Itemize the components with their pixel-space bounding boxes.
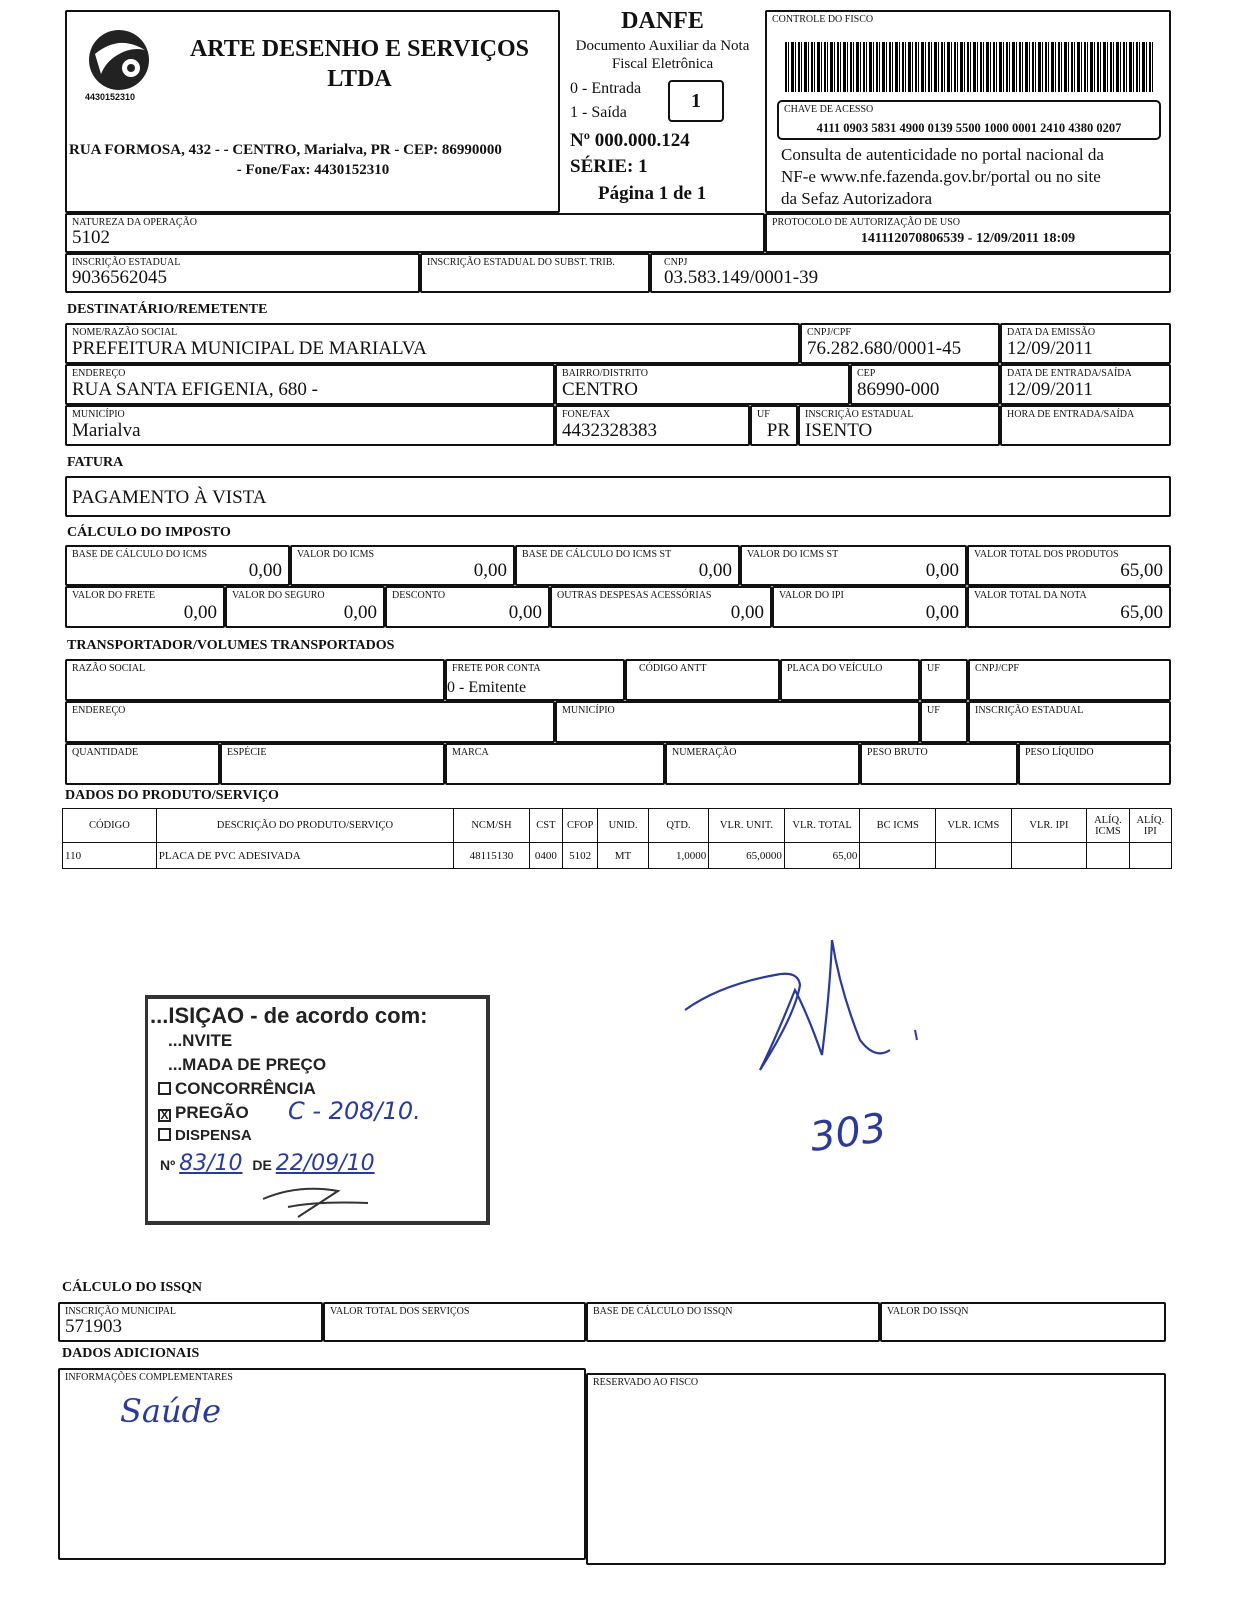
ie-value: 9036562045 <box>72 267 167 288</box>
transp-marca-label: MARCA <box>452 747 489 758</box>
bc-st-box <box>515 545 740 586</box>
cell-vlr-total: 65,00 <box>784 843 860 869</box>
dest-entrada-box <box>1000 364 1171 405</box>
danfe-subtitle-1: Documento Auxiliar da Nota <box>575 38 750 54</box>
bc-icms-box <box>65 545 290 586</box>
danfe-serie: SÉRIE: 1 <box>570 156 648 177</box>
header-vlr-unit: VLR. UNIT. <box>709 809 785 843</box>
transp-uf2-label: UF <box>927 705 940 716</box>
danfe-entrada: 0 - Entrada <box>570 80 642 97</box>
seguro-label: VALOR DO SEGURO <box>232 590 325 601</box>
consulta-line-1: Consulta de autenticidade no portal nacional da <box>781 145 1104 164</box>
frete-box <box>65 586 225 628</box>
carimbo-signature <box>258 1179 378 1219</box>
carimbo-line-6 <box>158 1127 252 1144</box>
bc-icms-label: BASE DE CÁLCULO DO ICMS <box>72 549 208 560</box>
seguro-box <box>225 586 385 628</box>
desconto-label: DESCONTO <box>392 590 446 601</box>
checked-checkbox-icon: X <box>158 1109 171 1122</box>
dest-entrada-label: DATA DE ENTRADA/SAÍDA <box>1007 368 1132 379</box>
chave-label: CHAVE DE ACESSO <box>784 104 874 115</box>
logo <box>79 24 157 102</box>
ipi-box <box>772 586 967 628</box>
dest-ie-value: ISENTO <box>805 420 873 441</box>
transp-frete-value: 0 - Emitente <box>447 679 527 696</box>
transp-municipio-box <box>555 701 920 743</box>
header-aliq-icms: ALÍQ. ICMS <box>1087 809 1129 843</box>
dest-emissao-label: DATA DA EMISSÃO <box>1007 327 1096 338</box>
dest-endereco-label: ENDEREÇO <box>72 368 126 379</box>
ie-label: INSCRIÇÃO ESTADUAL <box>72 257 181 268</box>
v-st-label: VALOR DO ICMS ST <box>747 549 839 560</box>
carimbo-line-3: ...MADA DE PREÇO <box>168 1055 327 1074</box>
dest-uf-value: PR <box>766 420 790 441</box>
dest-fone-label: FONE/FAX <box>562 409 611 420</box>
fatura-box <box>65 476 1171 517</box>
dest-fone-value: 4432328383 <box>562 420 657 441</box>
transp-peso-bruto-box <box>860 743 1018 785</box>
v-icms-box <box>290 545 515 586</box>
info-complementares-label: INFORMAÇÕES COMPLEMENTARES <box>65 1372 233 1383</box>
issqn-section-title: CÁLCULO DO ISSQN <box>62 1280 203 1295</box>
emitente-box <box>65 10 560 213</box>
dest-uf-label: UF <box>757 409 770 420</box>
transp-ie-label: INSCRIÇÃO ESTADUAL <box>975 705 1084 716</box>
produtos-section-title: DADOS DO PRODUTO/SERVIÇO <box>65 788 279 803</box>
v-prod-label: VALOR TOTAL DOS PRODUTOS <box>974 549 1119 560</box>
protocolo-box <box>765 213 1171 253</box>
header-vlr-total: VLR. TOTAL <box>784 809 860 843</box>
cell-unid: MT <box>598 843 648 869</box>
cnpj-value: 03.583.149/0001-39 <box>664 267 819 288</box>
carimbo-de-label: DE <box>252 1157 272 1173</box>
outras-box <box>550 586 772 628</box>
dest-fone-box <box>555 405 750 446</box>
v-prod-box <box>967 545 1171 586</box>
endereco-line-2: - Fone/Fax: 4430152310 <box>236 162 390 178</box>
ie-st-label: INSCRIÇÃO ESTADUAL DO SUBST. TRIB. <box>427 257 615 268</box>
razao-social-line-1: ARTE DESENHO E SERVIÇOS <box>189 36 530 62</box>
header-vlr-ipi: VLR. IPI <box>1011 809 1087 843</box>
adicionais-section-title: DADOS ADICIONAIS <box>62 1346 200 1361</box>
cell-vlr-unit: 65,0000 <box>709 843 785 869</box>
natureza-box <box>65 213 765 253</box>
dest-bairro-box <box>555 364 850 405</box>
issqn-im-box <box>58 1302 323 1342</box>
danfe-tipo-box: 1 <box>668 80 724 122</box>
natureza-value: 5102 <box>72 227 110 248</box>
dest-municipio-label: MUNICÍPIO <box>72 409 125 420</box>
issqn-im-label: INSCRIÇÃO MUNICIPAL <box>65 1306 177 1317</box>
frete-label: VALOR DO FRETE <box>72 590 156 601</box>
carimbo-line-7 <box>160 1151 375 1176</box>
dest-nome-label: NOME/RAZÃO SOCIAL <box>72 327 178 338</box>
transp-antt-label: CÓDIGO ANTT <box>639 663 707 674</box>
outras-value: 0,00 <box>730 602 764 623</box>
table-row <box>63 843 1172 869</box>
v-prod-value: 65,00 <box>1120 560 1163 581</box>
transp-municipio-label: MUNICÍPIO <box>562 705 615 716</box>
transp-razao-box <box>65 659 445 701</box>
chave-value: 4111 0903 5831 4900 0139 5500 1000 0001 2410 4380 0207 <box>816 121 1122 135</box>
danfe-title: DANFE <box>621 8 704 34</box>
carimbo-line-6-text: DISPENSA <box>175 1127 252 1144</box>
danfe-pagina: Página 1 de 1 <box>598 183 707 204</box>
fatura-value: PAGAMENTO À VISTA <box>72 487 267 508</box>
bc-icms-value: 0,00 <box>248 560 282 581</box>
dest-hora-box <box>1000 405 1171 446</box>
dest-municipio-box <box>65 405 555 446</box>
transp-especie-box <box>220 743 445 785</box>
controle-fisco-label: CONTROLE DO FISCO <box>772 14 874 25</box>
transp-endereco-box <box>65 701 555 743</box>
danfe-block <box>560 8 765 213</box>
cell-cfop: 5102 <box>563 843 598 869</box>
dest-cnpj-box <box>800 323 1000 364</box>
transp-numeracao-label: NUMERAÇÃO <box>672 747 737 758</box>
consulta-text <box>781 144 1104 210</box>
carimbo-line-5-text: PREGÃO <box>175 1103 249 1122</box>
logo-text: 4430152310 <box>85 92 136 102</box>
fatura-section-title: FATURA <box>67 455 124 470</box>
v-st-box <box>740 545 967 586</box>
transp-peso-bruto-label: PESO BRUTO <box>867 747 928 758</box>
carimbo-numero-label: Nº <box>160 1157 176 1173</box>
cell-cst: 0400 <box>529 843 562 869</box>
dest-bairro-label: BAIRRO/DISTRITO <box>562 368 648 379</box>
transp-frete-box <box>445 659 625 701</box>
issqn-im-value: 571903 <box>65 1316 122 1337</box>
carimbo-line-1: ...ISIÇAO - de acordo com: <box>150 1003 428 1028</box>
emitente-endereco <box>69 140 557 180</box>
v-st-value: 0,00 <box>925 560 959 581</box>
ie-st-box <box>420 253 650 293</box>
consulta-line-2: NF-e www.nfe.fazenda.gov.br/portal ou no site <box>781 167 1101 186</box>
dest-cnpj-value: 76.282.680/0001-45 <box>807 338 962 359</box>
transp-frete-label: FRETE POR CONTA <box>452 663 541 674</box>
ie-box <box>65 253 420 293</box>
issqn-vserv-label: VALOR TOTAL DOS SERVIÇOS <box>330 1306 470 1317</box>
outras-label: OUTRAS DESPESAS ACESSÓRIAS <box>557 590 712 601</box>
carimbo-stamp <box>145 995 490 1225</box>
bc-st-label: BASE DE CÁLCULO DO ICMS ST <box>522 549 672 560</box>
dest-cep-box <box>850 364 1000 405</box>
dest-emissao-box <box>1000 323 1171 364</box>
issqn-bc-label: BASE DE CÁLCULO DO ISSQN <box>593 1306 733 1317</box>
transp-quantidade-box <box>65 743 220 785</box>
issqn-v-box <box>880 1302 1166 1342</box>
dest-ie-label: INSCRIÇÃO ESTADUAL <box>805 409 914 420</box>
v-nota-label: VALOR TOTAL DA NOTA <box>974 590 1087 601</box>
transp-peso-liquido-box <box>1018 743 1171 785</box>
carimbo-numero-handwritten: 83/10 <box>179 1151 243 1176</box>
header-ncm: NCM/SH <box>454 809 530 843</box>
dest-emissao-value: 12/09/2011 <box>1007 338 1093 359</box>
carimbo-pregao-handwritten: C - 208/10. <box>288 1097 421 1125</box>
cell-qtd: 1,0000 <box>648 843 708 869</box>
protocolo-value: 141112070806539 - 12/09/2011 18:09 <box>860 231 1076 246</box>
razao-social-line-2: LTDA <box>327 66 392 92</box>
consulta-line-3: da Sefaz Autorizadora <box>781 189 933 208</box>
header-aliq-ipi: ALÍQ. IPI <box>1129 809 1171 843</box>
seguro-value: 0,00 <box>343 602 377 623</box>
v-nota-value: 65,00 <box>1120 602 1163 623</box>
frete-value: 0,00 <box>183 602 217 623</box>
v-nota-box <box>967 586 1171 628</box>
barcode <box>785 42 1155 92</box>
transporte-section-title: TRANSPORTADOR/VOLUMES TRANSPORTADOS <box>67 638 395 653</box>
dest-uf-box <box>750 405 798 446</box>
reservado-fisco-box <box>586 1373 1166 1565</box>
header-vlr-icms: VLR. ICMS <box>936 809 1012 843</box>
info-complementares-box <box>58 1368 586 1560</box>
carimbo-line-2: ...NVITE <box>168 1031 233 1050</box>
header-bc-icms: BC ICMS <box>860 809 936 843</box>
transp-ie-box <box>968 701 1171 743</box>
dest-ie-box <box>798 405 1000 446</box>
transp-numeracao-box <box>665 743 860 785</box>
cell-ncm: 48115130 <box>454 843 530 869</box>
destinatario-section-title: DESTINATÁRIO/REMETENTE <box>67 302 268 317</box>
dest-hora-label: HORA DE ENTRADA/SAÍDA <box>1007 409 1135 420</box>
cell-vlr-icms <box>936 843 1012 869</box>
cell-codigo: 110 <box>63 843 157 869</box>
dest-entrada-value: 12/09/2011 <box>1007 379 1093 400</box>
cnpj-box <box>650 253 1171 293</box>
transp-placa-label: PLACA DO VEÍCULO <box>787 663 883 674</box>
cell-vlr-ipi <box>1011 843 1087 869</box>
issqn-v-label: VALOR DO ISSQN <box>887 1306 969 1317</box>
issqn-bc-box <box>586 1302 880 1342</box>
imposto-section-title: CÁLCULO DO IMPOSTO <box>67 525 231 540</box>
transp-marca-box <box>445 743 665 785</box>
header-codigo: CÓDIGO <box>63 809 157 843</box>
dest-nome-value: PREFEITURA MUNICIPAL DE MARIALVA <box>72 338 427 359</box>
transp-endereco-label: ENDEREÇO <box>72 705 126 716</box>
transp-uf-box <box>920 659 968 701</box>
desconto-value: 0,00 <box>508 602 542 623</box>
logo-globe-icon <box>79 24 157 102</box>
rubrica-numero: 303 <box>807 1104 890 1162</box>
ipi-value: 0,00 <box>925 602 959 623</box>
emitente-razao-social <box>162 34 557 94</box>
endereco-line-1: RUA FORMOSA, 432 - - CENTRO, Marialva, PR - CEP: 86990000 <box>69 142 502 158</box>
transp-antt-box <box>625 659 780 701</box>
dest-cep-value: 86990-000 <box>857 379 940 400</box>
danfe-numero: Nº 000.000.124 <box>570 130 690 151</box>
v-icms-label: VALOR DO ICMS <box>297 549 375 560</box>
chave-box <box>777 100 1161 140</box>
reservado-fisco-label: RESERVADO AO FISCO <box>593 1377 699 1388</box>
info-handwritten: Saúde <box>120 1392 222 1430</box>
ipi-label: VALOR DO IPI <box>779 590 844 601</box>
dest-cep-label: CEP <box>857 368 876 379</box>
dest-bairro-value: CENTRO <box>562 379 638 400</box>
checkbox-icon <box>158 1128 171 1141</box>
header-unid: UNID. <box>598 809 648 843</box>
transp-razao-label: RAZÃO SOCIAL <box>72 663 146 674</box>
transp-peso-liquido-label: PESO LÍQUIDO <box>1025 747 1094 758</box>
header-qtd: QTD. <box>648 809 708 843</box>
natureza-label: NATUREZA DA OPERAÇÃO <box>72 217 198 228</box>
transp-especie-label: ESPÉCIE <box>227 747 267 758</box>
transp-uf-label: UF <box>927 663 940 674</box>
danfe-saida: 1 - Saída <box>570 104 627 121</box>
dest-municipio-value: Marialva <box>72 420 141 441</box>
transp-quantidade-label: QUANTIDADE <box>72 747 139 758</box>
produtos-table <box>62 808 1172 869</box>
header-cst: CST <box>529 809 562 843</box>
cell-descricao: PLACA DE PVC ADESIVADA <box>156 843 453 869</box>
bc-st-value: 0,00 <box>698 560 732 581</box>
carimbo-line-4 <box>158 1079 316 1099</box>
protocolo-label: PROTOCOLO DE AUTORIZAÇÃO DE USO <box>772 217 960 228</box>
controle-fisco-box <box>765 10 1171 213</box>
dest-endereco-box <box>65 364 555 405</box>
carimbo-line-4-text: CONCORRÊNCIA <box>175 1079 316 1098</box>
dest-endereco-value: RUA SANTA EFIGENIA, 680 - <box>72 379 319 400</box>
header-descricao: DESCRIÇÃO DO PRODUTO/SERVIÇO <box>156 809 453 843</box>
dest-cnpj-label: CNPJ/CPF <box>807 327 851 338</box>
header-cfop: CFOP <box>563 809 598 843</box>
issqn-vserv-box <box>323 1302 586 1342</box>
transp-uf2-box <box>920 701 968 743</box>
cell-bc-icms <box>860 843 936 869</box>
transp-placa-box <box>780 659 920 701</box>
dest-nome-box <box>65 323 800 364</box>
checkbox-icon <box>158 1082 171 1095</box>
carimbo-data-handwritten: 22/09/10 <box>275 1151 375 1176</box>
cell-aliq-icms <box>1087 843 1129 869</box>
transp-cnpj-box <box>968 659 1171 701</box>
cnpj-label: CNPJ <box>664 257 688 268</box>
carimbo-line-5 <box>158 1103 249 1123</box>
transp-cnpj-label: CNPJ/CPF <box>975 663 1019 674</box>
v-icms-value: 0,00 <box>473 560 507 581</box>
danfe-subtitle-2: Fiscal Eletrônica <box>611 56 714 72</box>
desconto-box <box>385 586 550 628</box>
cell-aliq-ipi <box>1129 843 1171 869</box>
produtos-header-row <box>63 809 1172 843</box>
